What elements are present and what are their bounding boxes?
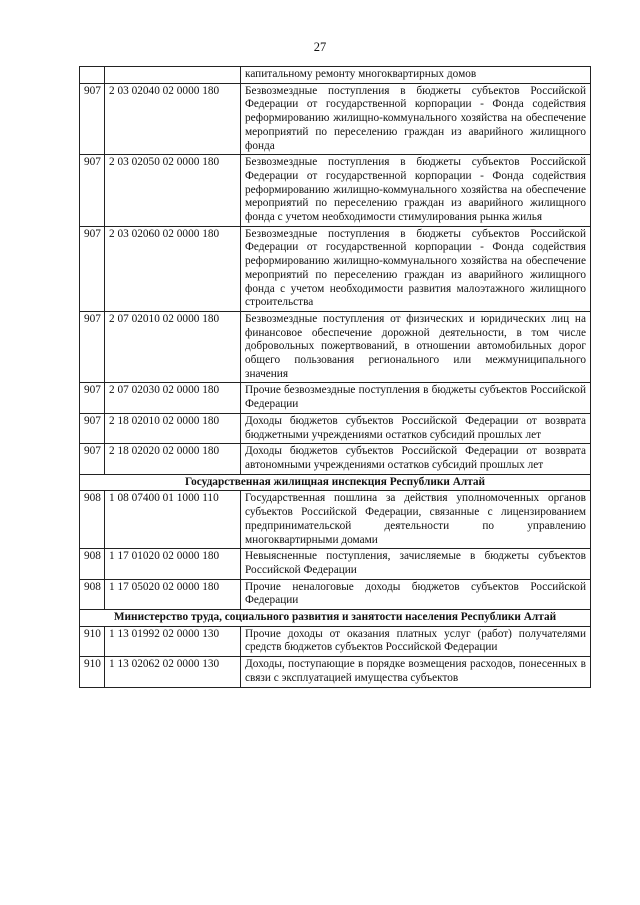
table-row [80, 444, 591, 474]
revenue-name-cell: Невыясненные поступления, зачисляемые в бюджеты субъектов Российской Федерации [241, 549, 591, 579]
admin-code-cell: 907 [80, 444, 105, 474]
admin-code-cell: 908 [80, 579, 105, 609]
revenue-name-cell: Государственная пошлина за действия уполномоченных органов субъектов Российской Федерации, связанные с лицензированием предпринимательской деятельности по управлению многоквартирными домами [241, 491, 591, 549]
revenue-name-cell: Доходы бюджетов субъектов Российской Федерации от возврата автономными учреждениями остатков субсидий прошлых лет [241, 444, 591, 474]
admin-code-cell: 907 [80, 383, 105, 413]
revenue-name-cell: Безвозмездные поступления в бюджеты субъектов Российской Федерации от государственной корпорации - Фонда содействия реформированию жилищно-коммунального хозяйства на обеспечение мероприятий по переселению граждан из аварийного жилищного фонда с учетом необходимости стимулирования рынка жилья [241, 155, 591, 227]
admin-code-cell: 907 [80, 226, 105, 311]
revenue-name-cell: Прочие безвозмездные поступления в бюджеты субъектов Российской Федерации [241, 383, 591, 413]
page-number: 27 [313, 40, 327, 54]
revenue-name-cell: Безвозмездные поступления в бюджеты субъектов Российской Федерации от государственной корпорации - Фонда содействия реформированию жилищно-коммунального хозяйства на обеспечение мероприятий по переселению граждан из аварийного жилищного фонда [241, 83, 591, 155]
admin-code-cell [80, 67, 105, 84]
revenue-name-cell: Безвозмездные поступления в бюджеты субъектов Российской Федерации от государственной корпорации - Фонда содействия реформированию жилищно-коммунального хозяйства на обеспечение мероприятий по переселению граждан из аварийного жилищного фонда с учетом необходимости развития малоэтажного жилищного строительства [241, 226, 591, 311]
revenue-name-cell: Прочие доходы от оказания платных услуг (работ) получателями средств бюджетов субъектов Российской Федерации [241, 626, 591, 656]
revenue-name-cell: капитальному ремонту многоквартирных домов [241, 67, 591, 84]
admin-code-cell: 908 [80, 549, 105, 579]
table-row [80, 549, 591, 579]
table-row [80, 311, 591, 383]
section-title: Министерство труда, социального развития и занятости населения Республики Алтай [80, 610, 591, 627]
table-row [80, 383, 591, 413]
revenue-name-cell: Доходы бюджетов субъектов Российской Федерации от возврата бюджетными учреждениями остатков субсидий прошлых лет [241, 413, 591, 443]
admin-code-cell: 907 [80, 311, 105, 383]
revenue-code-cell: 1 17 05020 02 0000 180 [105, 579, 241, 609]
revenue-code-cell: 1 13 01992 02 0000 130 [105, 626, 241, 656]
admin-code-cell: 907 [80, 155, 105, 227]
section-header-row [80, 474, 591, 491]
table-row [80, 83, 591, 155]
table-row [80, 491, 591, 549]
table-row [80, 67, 591, 84]
revenue-name-cell: Доходы, поступающие в порядке возмещения расходов, понесенных в связи с эксплуатацией имущества субъектов [241, 657, 591, 687]
revenue-code-cell: 2 18 02010 02 0000 180 [105, 413, 241, 443]
revenue-name-cell: Прочие неналоговые доходы бюджетов субъектов Российской Федерации [241, 579, 591, 609]
section-header-row [80, 610, 591, 627]
revenue-code-cell: 2 03 02050 02 0000 180 [105, 155, 241, 227]
table-body [80, 67, 591, 688]
revenue-code-cell [105, 67, 241, 84]
revenue-code-cell: 1 08 07400 01 1000 110 [105, 491, 241, 549]
admin-code-cell: 907 [80, 413, 105, 443]
revenue-code-cell: 2 18 02020 02 0000 180 [105, 444, 241, 474]
admin-code-cell: 907 [80, 83, 105, 155]
revenue-code-cell: 2 07 02030 02 0000 180 [105, 383, 241, 413]
table-row [80, 579, 591, 609]
table-row [80, 226, 591, 311]
revenue-code-table [79, 66, 591, 688]
table-row [80, 155, 591, 227]
revenue-code-cell: 2 03 02040 02 0000 180 [105, 83, 241, 155]
table-row [80, 626, 591, 656]
revenue-name-cell: Безвозмездные поступления от физических и юридических лиц на финансовое обеспечение дорожной деятельности, в том числе добровольных пожертвований, в отношении автомобильных дорог общего пользования регионального или межмуниципального значения [241, 311, 591, 383]
revenue-code-cell: 1 17 01020 02 0000 180 [105, 549, 241, 579]
admin-code-cell: 910 [80, 657, 105, 687]
revenue-code-cell: 1 13 02062 02 0000 130 [105, 657, 241, 687]
revenue-code-cell: 2 03 02060 02 0000 180 [105, 226, 241, 311]
table-row [80, 413, 591, 443]
revenue-code-cell: 2 07 02010 02 0000 180 [105, 311, 241, 383]
admin-code-cell: 908 [80, 491, 105, 549]
admin-code-cell: 910 [80, 626, 105, 656]
table-row [80, 657, 591, 687]
section-title: Государственная жилищная инспекция Республики Алтай [80, 474, 591, 491]
